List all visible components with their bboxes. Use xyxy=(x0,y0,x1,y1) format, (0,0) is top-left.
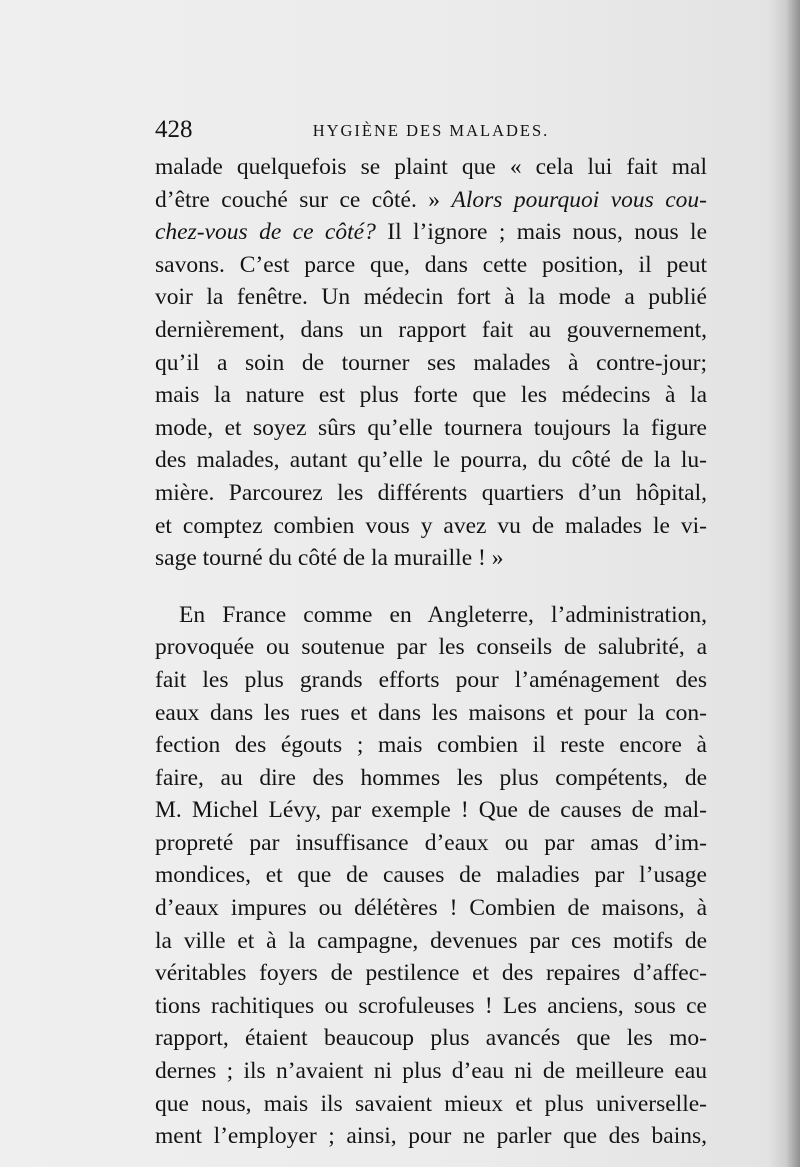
italic-segment: chez-vous de ce côté? xyxy=(155,219,376,246)
text-line: propreté par insuffisance d’eaux ou par amas d’im- xyxy=(155,829,707,856)
text-line: tions rachitiques ou scrofuleuses ! Les anciens, sous ce xyxy=(155,992,707,1019)
text-line: que nous, mais ils savaient mieux et plus universelle- xyxy=(155,1090,707,1117)
text-line: rapport, étaient beaucoup plus avancés que les mo- xyxy=(155,1025,707,1052)
text-line: des malades, autant qu’elle le pourra, du côté de la lu- xyxy=(155,447,707,474)
text-line xyxy=(155,216,707,249)
page-gutter-shadow xyxy=(786,0,800,1167)
text-line: malade quelquefois se plaint que « cela lui fait mal xyxy=(155,154,707,180)
text-line: faire, au dire des hommes les plus compétents, de xyxy=(155,764,707,791)
text-line: d’eaux impures ou délétères ! Combien de maisons, à xyxy=(155,895,707,922)
text-line: mondices, et que de causes de maladies par l’usage xyxy=(155,862,707,889)
text-line: ment l’employer ; ainsi, pour ne parler que des bains, xyxy=(155,1123,707,1150)
text-line: fection des égouts ; mais combien il reste encore à xyxy=(155,732,707,759)
text-line: mière. Parcourez les différents quartiers d’un hôpital, xyxy=(155,479,707,506)
text-line: En France comme en Angleterre, l’administration, xyxy=(179,601,707,628)
text-line: mais la nature est plus forte que les médecins à la xyxy=(155,382,707,409)
text-line: M. Michel Lévy, par exemple ! Que de causes de mal- xyxy=(155,797,707,824)
text-line: mode, et soyez sûrs qu’elle tournera toujours la figure xyxy=(155,414,707,441)
text-line: eaux dans les rues et dans les maisons et pour la con- xyxy=(155,699,707,726)
text-line: voir la fenêtre. Un médecin fort à la mode a publié xyxy=(155,284,707,311)
page-header xyxy=(155,114,707,148)
text-line: provoquée ou soutenue par les conseils de salubrité, a xyxy=(155,634,707,661)
text-line: la ville et à la campagne, devenues par ces motifs de xyxy=(155,927,707,954)
page-number: 428 xyxy=(155,116,193,143)
text-line: qu’il a soin de tourner ses malades à contre-jour; xyxy=(155,349,707,376)
text-line: fait les plus grands efforts pour l’aménagement des xyxy=(155,666,707,693)
text-line: véritables foyers de pestilence et des repaires d’affec- xyxy=(155,960,707,987)
text-line: dernes ; ils n’avaient ni plus d’eau ni de meilleure eau xyxy=(155,1058,707,1085)
text-line: savons. C’est parce que, dans cette position, il peut xyxy=(155,251,707,278)
text-segment: d’être couché sur ce côté. » xyxy=(155,186,441,213)
text-line xyxy=(155,184,707,217)
page-body xyxy=(155,151,707,1153)
text-line: sage tourné du côté de la muraille ! » xyxy=(155,545,504,572)
italic-segment: Alors pourquoi vous cou- xyxy=(451,186,708,213)
text-line: dernièrement, dans un rapport fait au gouvernement, xyxy=(155,316,707,343)
running-title: HYGIÈNE DES MALADES. xyxy=(312,121,550,140)
text-segment: Il l’ignore ; mais nous, nous le xyxy=(387,219,707,246)
paragraph-gap xyxy=(155,575,707,599)
text-line: et comptez combien vous y avez vu de malades le vi- xyxy=(155,512,707,539)
